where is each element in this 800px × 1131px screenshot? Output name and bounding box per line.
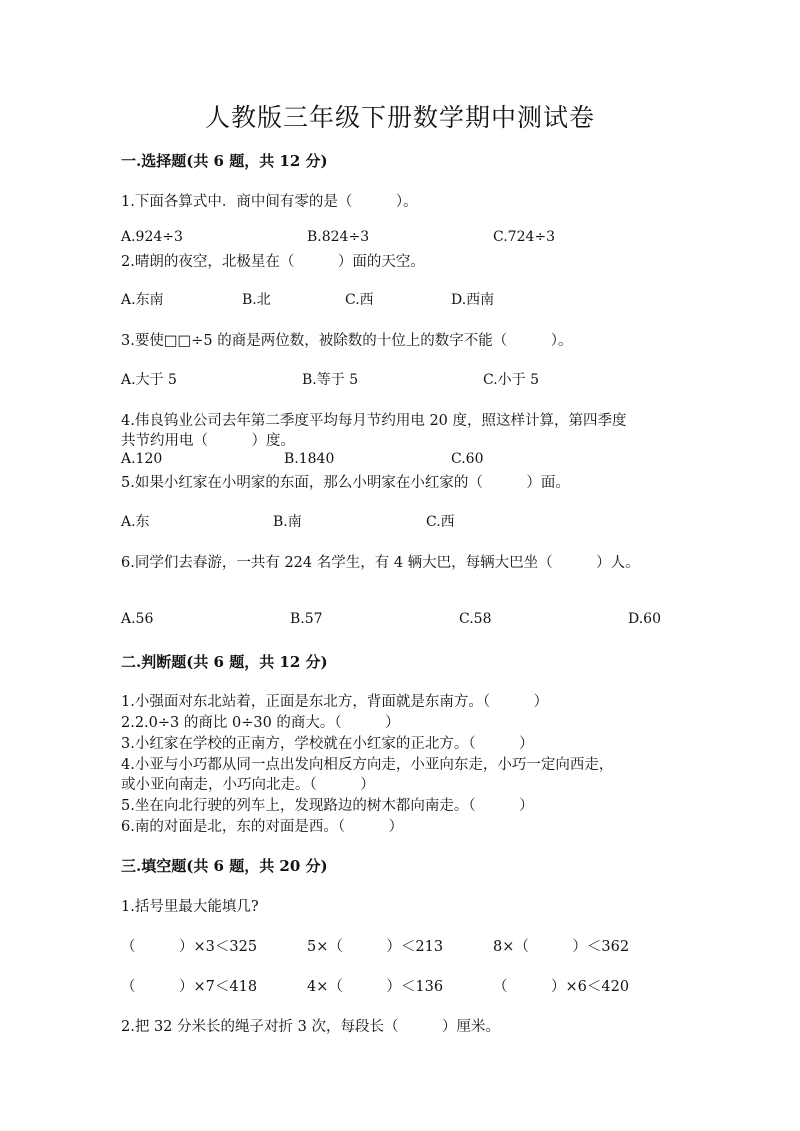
question-3-option-b: B.等于 5 — [302, 372, 359, 388]
fill-expression: 8×（ ）＜362 — [493, 939, 630, 955]
fill-expression: 4×（ ）＜136 — [307, 979, 444, 995]
question-5-option-b: B.南 — [273, 514, 302, 530]
judgment-item: 5.坐在向北行驶的列车上，发现路边的树木都向南走。（ ） — [121, 798, 534, 814]
question-2-option-c: C.西 — [345, 292, 374, 308]
page-title: 人教版三年级下册数学期中测试卷 — [204, 103, 595, 132]
fill-expression: （ ）×7＜418 — [121, 979, 258, 995]
question-1-stem: 1.下面各算式中．商中间有零的是（ ）。 — [121, 194, 418, 210]
question-1-option-b: B.824÷3 — [307, 229, 370, 245]
question-4-stem-line2: 共节约用电（ ）度。 — [121, 433, 295, 449]
question-2-stem: 2.晴朗的夜空，北极星在（ ）面的天空。 — [121, 254, 425, 270]
question-4-option-c: C.60 — [451, 451, 484, 467]
question-2-option-b: B.北 — [242, 292, 271, 308]
question-1-option-a: A.924÷3 — [121, 229, 183, 245]
fill-expression: 5×（ ）＜213 — [307, 939, 444, 955]
fill-expression: （ ）×3＜325 — [121, 939, 258, 955]
question-4-stem-line1: 4.伟良钨业公司去年第二季度平均每月节约用电 20 度，照这样计算，第四季度 — [121, 413, 627, 429]
question-5-option-c: C.西 — [426, 514, 455, 530]
question-3-option-c: C.小于 5 — [483, 372, 540, 388]
question-6-stem: 6.同学们去春游，一共有 224 名学生，有 4 辆大巴，每辆大巴坐（ ）人。 — [121, 555, 640, 571]
judgment-item: 2.2.0÷3 的商比 0÷30 的商大。（ ） — [121, 715, 400, 731]
fill-question-1-stem: 1.括号里最大能填几? — [121, 899, 259, 915]
question-6-option-b: B.57 — [290, 611, 323, 627]
judgment-item: 或小亚向南走，小巧向北走。（ ） — [121, 777, 375, 793]
judgment-item: 1.小强面对东北站着，正面是东北方，背面就是东南方。（ ） — [121, 694, 549, 710]
section-heading-fill: 三.填空题(共 6 题，共 20 分) — [121, 857, 328, 875]
question-5-option-a: A.东 — [121, 514, 150, 530]
judgment-item: 4.小亚与小巧都从同一点出发向相反方向走，小亚向东走，小巧一定向西走， — [121, 757, 614, 773]
judgment-item: 3.小红家在学校的正南方，学校就在小红家的正北方。（ ） — [121, 736, 534, 752]
question-6-option-d: D.60 — [628, 611, 661, 627]
question-2-option-a: A.东南 — [121, 292, 164, 308]
question-2-option-d: D.西南 — [451, 292, 495, 308]
fill-question-2-stem: 2.把 32 分米长的绳子对折 3 次，每段长（ ）厘米。 — [121, 1019, 500, 1035]
question-6-option-a: A.56 — [121, 611, 154, 627]
question-4-option-a: A.120 — [121, 451, 163, 467]
section-heading-choice: 一.选择题(共 6 题，共 12 分) — [121, 152, 328, 170]
section-heading-judgment: 二.判断题(共 6 题，共 12 分) — [121, 653, 328, 671]
judgment-item: 6.南的对面是北，东的对面是西。（ ） — [121, 819, 404, 835]
question-3-option-a: A.大于 5 — [121, 372, 177, 388]
question-5-stem: 5.如果小红家在小明家的东面，那么小明家在小红家的（ ）面。 — [121, 475, 570, 491]
fill-expression: （ ）×6＜420 — [493, 979, 630, 995]
question-1-option-c: C.724÷3 — [493, 229, 556, 245]
question-6-option-c: C.58 — [459, 611, 492, 627]
question-4-option-b: B.1840 — [284, 451, 335, 467]
question-3-stem: 3.要使□□÷5 的商是两位数，被除数的十位上的数字不能（ ）。 — [121, 333, 573, 349]
